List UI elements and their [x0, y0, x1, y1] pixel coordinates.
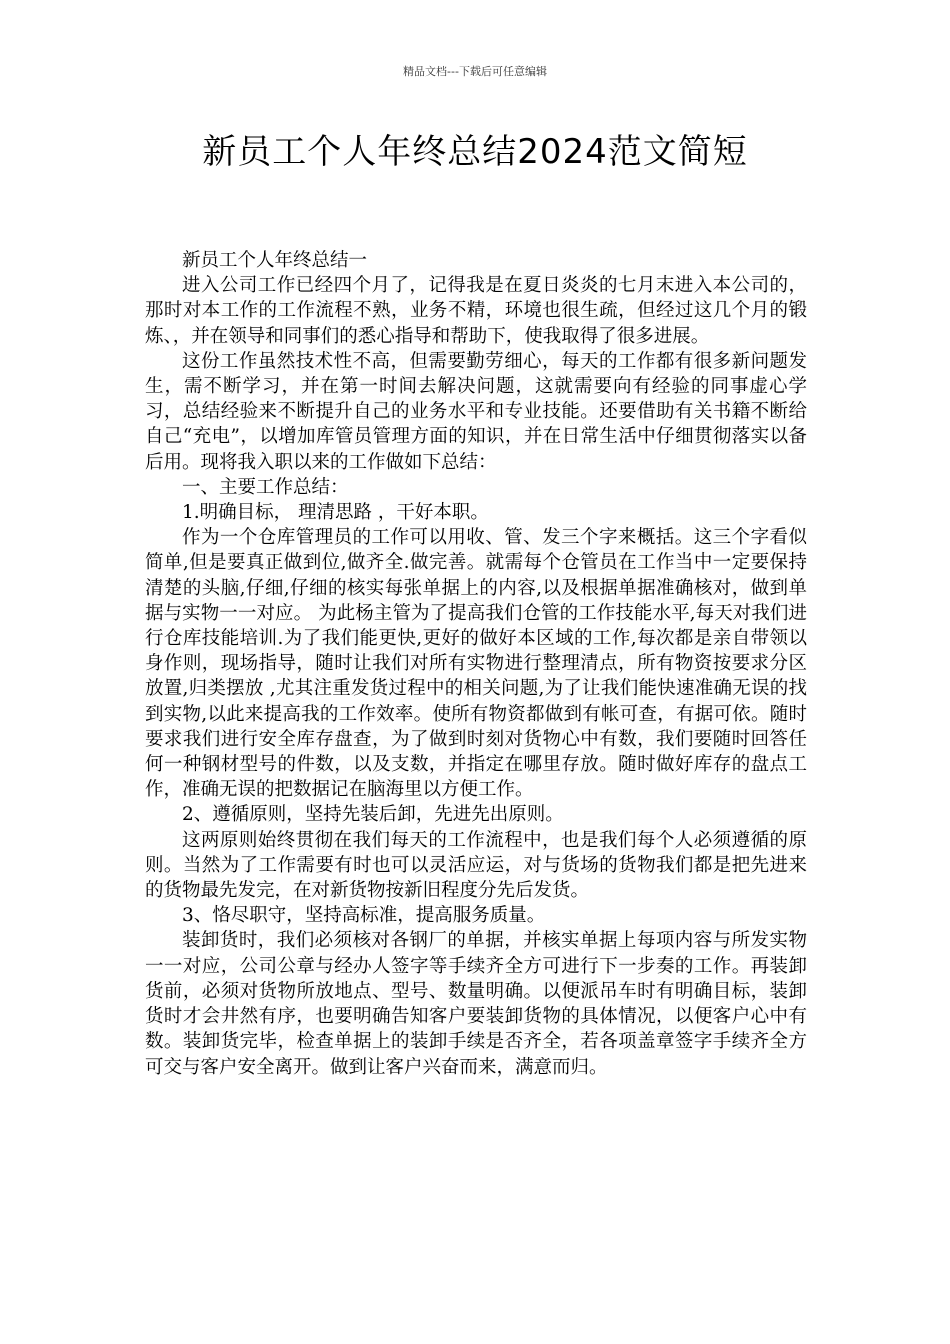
paragraph: 装卸货时，我们必须核对各钢厂的单据，并核实单据上每项内容与所发实物一一对应，公司公章与经办人签字等手续齐全方可进行下一步奏的工作。再装卸货前，必须对货物所放地点、型号、数量明确。以便派吊车时有明确目标，装卸货时才会井然有序，也要明确告知客户要装卸货物的具体情况，以便客户心中有数。装卸货完毕，检查单据上的装卸手续是否齐全，若各项盖章签字手续齐全方可交与客户安全离开。做到让客户兴奋而来，满意而归。: [145, 930, 807, 1078]
document-body: [145, 248, 807, 1080]
paragraph-heading: 一、主要工作总结：: [182, 476, 349, 498]
paragraph-heading: 3、恪尽职守，坚持高标准，提高服务质量。: [182, 905, 546, 927]
document-title: 新员工个人年终总结2024范文简短: [202, 132, 748, 172]
paragraph-heading: 2、遵循原则，坚持先装后卸，先进先出原则。: [182, 804, 564, 826]
paragraph: 进入公司工作已经四个月了，记得我是在夏日炎炎的七月末进入本公司的，那时对本工作的工作流程不熟，业务不精，环境也很生疏，但经过这几个月的锻炼、，并在领导和同事们的悉心指导和帮助下，使我取得了很多进展。: [145, 275, 807, 347]
paragraph: 作为一个仓库管理员的工作可以用收、管、发三个字来概括。这三个字看似简单,但是要真正做到位,做齐全.做完善。就需每个仓管员在工作当中一定要保持清楚的头脑,仔细,仔细的核实每张单据上的内容,以及根据单据准确核对，做到单据与实物一一对应。 为此杨主管为了提高我们仓管的工作技能水平,每天对我们进行仓库技能培训.为了我们能更快,更好的做好本区域的工作,每次都是亲自带领以身作则，现场指导，随时让我们对所有实物进行整理清点，所有物资按要求分区放置,归类摆放 ,尤其注重发货过程中的相关问题,为了让我们能快速准确无误的找到实物,以此来提高我的工作效率。使所有物资都做到有帐可查，有据可依。随时要求我们进行安全库存盘查，为了做到时刻对货物心中有数，我们要随时回答任何一种钢材型号的件数，以及支数，并指定在哪里存放。随时做好库存的盘点工作，准确无误的把数据记在脑海里以方便工作。: [145, 527, 807, 801]
header-note: 精品文档---下载后可任意编辑: [403, 65, 547, 78]
paragraph-section-heading: 新员工个人年终总结一: [182, 250, 368, 271]
paragraph-heading: 1.明确目标， 理清思路 ，干好本职。: [182, 502, 489, 524]
paragraph: 这两原则始终贯彻在我们每天的工作流程中，也是我们每个人必须遵循的原则。当然为了工作需要有时也可以灵活应运，对与货场的货物我们都是把先进来的货物最先发完，在对新货物按新旧程度分先后发货。: [145, 829, 807, 902]
paragraph: 这份工作虽然技术性不高，但需要勤劳细心，每天的工作都有很多新问题发生，需不断学习，并在第一时间去解决问题，这就需要向有经验的同事虚心学习，总结经验来不断提升自己的业务水平和专业技能。还要借助有关书籍不断给自己“充电”，以增加库管员管理方面的知识，并在日常生活中仔细贯彻落实以备后用。现将我入职以来的工作做如下总结：: [145, 350, 807, 473]
